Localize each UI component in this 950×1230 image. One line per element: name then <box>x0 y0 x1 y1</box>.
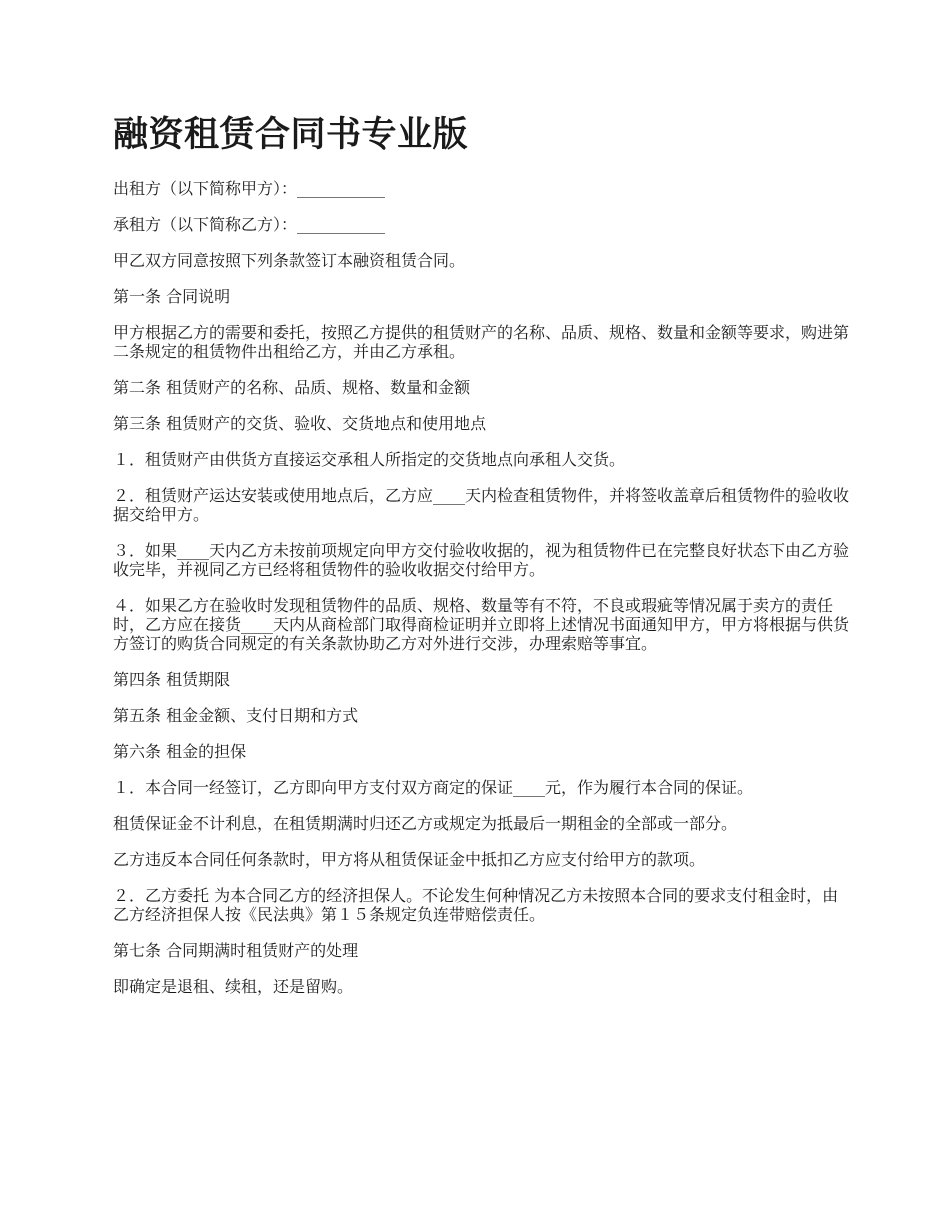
deposit-deduction-paragraph: 乙方违反本合同任何条款时，甲方将从租赁保证金中抵扣乙方应支付给甲方的款项。 <box>113 850 706 869</box>
article-2-heading: 第二条 租赁财产的名称、品质、规格、数量和金额 <box>113 378 471 397</box>
lessee-line: 承租方（以下简称乙方）：___________ <box>113 215 386 234</box>
article-3-clause-1: １．租赁财产由供货方直接运交承租人所指定的交货地点向承租人交货。 <box>113 450 626 469</box>
article-5-heading: 第五条 租金金额、支付日期和方式 <box>113 706 359 725</box>
article-1-heading: 第一条 合同说明 <box>113 287 231 306</box>
article-6-heading: 第六条 租金的担保 <box>113 742 247 761</box>
article-3-clause-4: ４．如果乙方在验收时发现租赁物件的品质、规格、数量等有不符，不良或瑕疵等情况属于卖方的责任时，乙方应在接货____天内从商检部门取得商检证明并立即将上述情况书面通知甲方，甲方将根据与供货方签订的购货合同规定的有关条款协助乙方对外进行交涉，办理索赔等事宜。 <box>113 596 850 653</box>
article-3-heading: 第三条 租赁财产的交货、验收、交货地点和使用地点 <box>113 414 487 433</box>
lessor-line: 出租方（以下简称甲方）：___________ <box>113 179 386 198</box>
article-3-clause-2: ２．租赁财产运达安装或使用地点后，乙方应____天内检查租赁物件，并将签收盖章后租赁物件的验收收据交给甲方。 <box>113 486 850 524</box>
article-7-body: 即确定是退租、续租，还是留购。 <box>113 977 354 996</box>
article-1-body: 甲方根据乙方的需要和委托，按照乙方提供的租赁财产的名称、品质、规格、数量和金额等要求，购进第二条规定的租赁物件出租给乙方，并由乙方承租。 <box>113 323 850 361</box>
deposit-interest-paragraph: 租赁保证金不计利息，在租赁期满时归还乙方或规定为抵最后一期租金的全部或一部分。 <box>113 814 738 833</box>
article-6-clause-1: １．本合同一经签订，乙方即向甲方支付双方商定的保证____元，作为履行本合同的保证。 <box>113 778 754 797</box>
agreement-intro: 甲乙双方同意按照下列条款签订本融资租赁合同。 <box>113 251 466 270</box>
article-3-clause-3: ３．如果____天内乙方未按前项规定向甲方交付验收收据的，视为租赁物件已在完整良好状态下由乙方验收完毕，并视同乙方已经将租赁物件的验收收据交付给甲方。 <box>113 541 850 579</box>
document-title: 融资租赁合同书专业版 <box>113 115 469 155</box>
article-6-clause-2: ２．乙方委托 为本合同乙方的经济担保人。不论发生何种情况乙方未按照本合同的要求支付租金时，由乙方经济担保人按《民法典》第１５条规定负连带赔偿责任。 <box>113 886 839 924</box>
document-page <box>113 112 853 1013</box>
article-4-heading: 第四条 租赁期限 <box>113 670 231 689</box>
article-7-heading: 第七条 合同期满时租赁财产的处理 <box>113 941 359 960</box>
